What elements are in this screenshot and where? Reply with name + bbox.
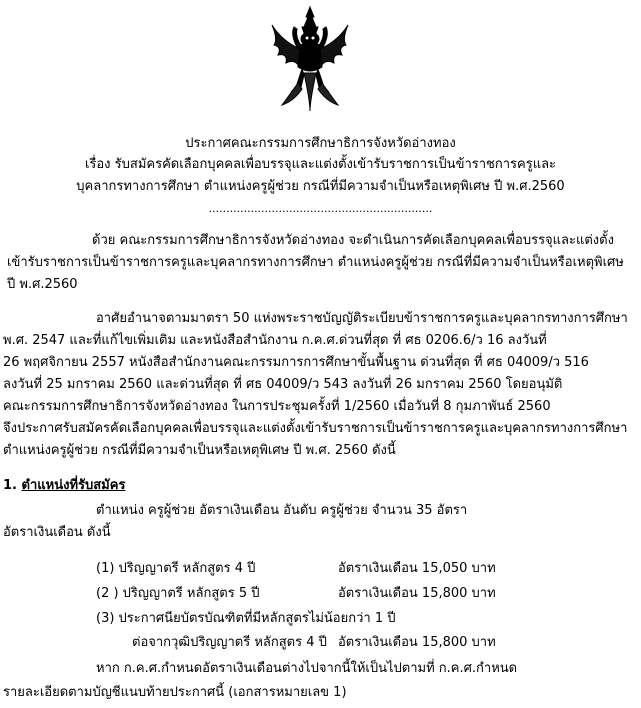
- salary-intro: อัตราเงินเดือน ดังนี้: [3, 525, 111, 540]
- intro-line-2: เข้ารับราชการเป็นข้าราชการครูและบุคลากรทางการศึกษา ตำแหน่งครูผู้ช่วย กรณีที่มีความจำเป็นหรือเหตุพิเศษ: [7, 255, 624, 270]
- rate-1-salary: อัตราเงินเดือน 15,050 บาท: [338, 561, 496, 576]
- rate-2-salary: อัตราเงินเดือน 15,800 บาท: [338, 586, 496, 601]
- rate-2-label: (2 ) ปริญญาตรี หลักสูตร 5 ปี: [96, 586, 260, 601]
- announcement-title: ประกาศคณะกรรมการศึกษาธิการจังหวัดอ่างทอง: [185, 136, 456, 151]
- authority-line-1: อาศัยอำนาจตามมาตรา 50 แห่งพระราชบัญญัติระเบียบข้าราชการครูและบุคลากรทางการศึกษา: [96, 311, 628, 326]
- authority-line-4: ลงวันที่ 25 มกราคม 2560 และด่วนที่สุด ที่ ศธ 04009/ว 543 ลงวันที่ 26 มกราคม 2560 โดยอนุมัติ: [3, 377, 563, 392]
- section-heading: [3, 477, 125, 495]
- rate-3-sub: ต่อจากวุฒิปริญญาตรี หลักสูตร 4 ปี: [132, 635, 327, 650]
- section-number: 1.: [3, 478, 17, 493]
- position-line: ตำแหน่ง ครูผู้ช่วย อัตราเงินเดือน อันดับ ครูผู้ช่วย จำนวน 35 อัตรา: [96, 503, 468, 518]
- authority-line-5: คณะกรรมการศึกษาธิการจังหวัดอ่างทอง ในการประชุมครั้งที่ 1/2560 เมื่อวันที่ 8 กุมภาพันธ์ 2560: [3, 399, 551, 414]
- authority-line-3: 26 พฤศจิกายน 2557 หนังสือสำนักงานคณะกรรมการการศึกษาขั้นพื้นฐาน ด่วนที่สุด ที่ ศธ 04009/ว 516: [3, 355, 589, 370]
- authority-line-2: พ.ศ. 2547 และที่แก้ไขเพิ่มเติม และหนังสือสำนักงาน ก.ค.ศ.ด่วนที่สุด ที่ ศธ 0206.6/ว 16 ลงวันที่: [3, 333, 547, 348]
- salary-note-1: หาก ก.ค.ศ.กำหนดอัตราเงินเดือนต่างไปจากนี้ให้เป็นไปตามที่ ก.ค.ศ.กำหนด: [96, 661, 518, 676]
- section-title: ตำแหน่งที่รับสมัคร: [21, 478, 126, 493]
- subject-line-1: เรื่อง รับสมัครคัดเลือกบุคคลเพื่อบรรจุและแต่งตั้งเข้ารับราชการเป็นข้าราชการครูและ: [84, 157, 557, 172]
- authority-line-7: ตำแหน่งครูผู้ช่วย กรณีที่มีความจำเป็นหรือเหตุพิเศษ ปี พ.ศ. 2560 ดังนี้: [3, 443, 396, 458]
- subject-line-2: บุคลากรทางการศึกษา ตำแหน่งครูผู้ช่วย กรณีที่มีความจำเป็นหรือเหตุพิเศษ ปี พ.ศ.2560: [76, 179, 565, 194]
- authority-line-6: จึงประกาศรับสมัครคัดเลือกบุคคลเพื่อบรรจุและแต่งตั้งเข้ารับราชการเป็นข้าราชการครูและบุคลากรทางการศึกษา: [3, 421, 628, 436]
- rate-3-label: (3) ประกาศนียบัตรบัณฑิตที่มีหลักสูตรไม่น้อยกว่า 1 ปี: [96, 611, 396, 626]
- rate-3-salary: อัตราเงินเดือน 15,800 บาท: [338, 635, 496, 650]
- rate-1-label: (1) ปริญญาตรี หลักสูตร 4 ปี: [96, 561, 256, 576]
- salary-note-2: รายละเอียดตามบัญชีแนบท้ายประกาศนี้ (เอกสารหมายเลข 1): [3, 685, 347, 700]
- intro-line-3: ปี พ.ศ.2560: [7, 277, 78, 292]
- garuda-emblem-icon: [268, 5, 352, 113]
- divider-dots: ................................................................: [208, 202, 433, 215]
- intro-line-1: ด้วย คณะกรรมการศึกษาธิการจังหวัดอ่างทอง จะดำเนินการคัดเลือกบุคคลเพื่อบรรจุและแต่งตั้ง: [92, 233, 614, 248]
